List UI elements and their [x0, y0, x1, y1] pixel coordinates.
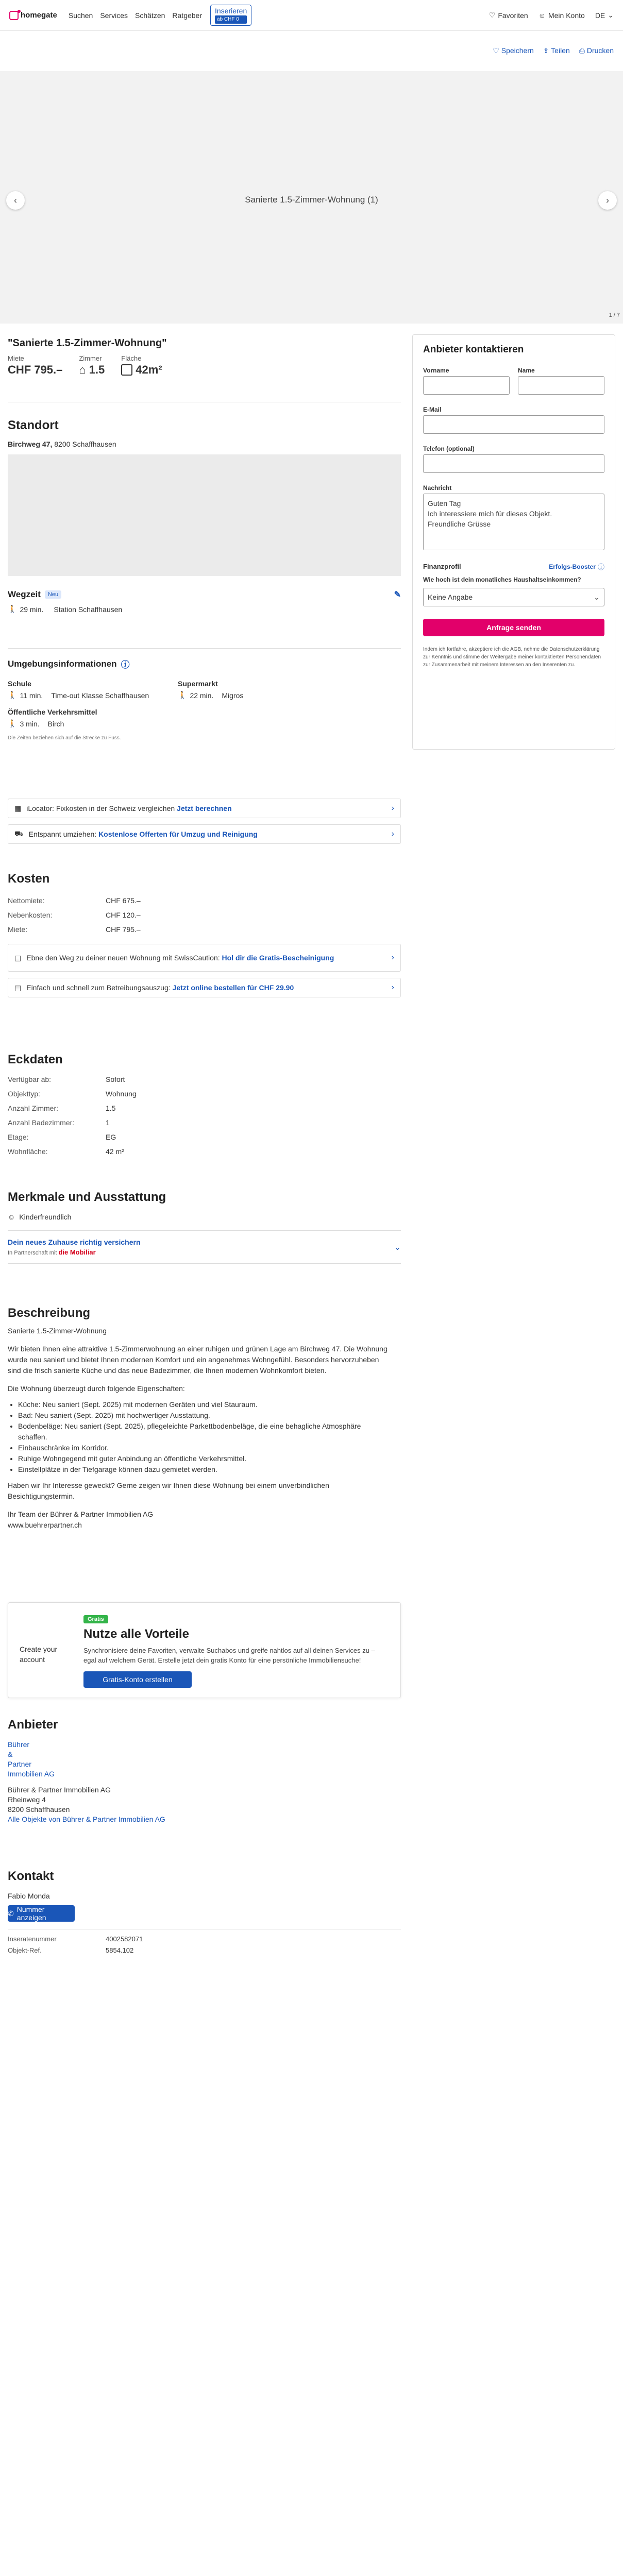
list-item: • Bad: Neu saniert (Sept. 2025) mit hochwertiger Ausstattung.	[18, 1410, 379, 1421]
calculator-icon: ▦	[14, 804, 22, 812]
nav-guide[interactable]: Ratgeber	[172, 11, 202, 20]
walk-icon: 🚶	[8, 719, 17, 727]
home-icon	[9, 11, 19, 20]
print-label: Drucken	[586, 46, 614, 55]
list-item: • Küche: Neu saniert (Sept. 2025) mit modernen Geräten und viel Stauraum.	[18, 1399, 379, 1410]
truck-icon: ⛟	[14, 829, 24, 838]
message-label: Nachricht	[423, 484, 452, 492]
service-banners	[8, 799, 401, 844]
walk-icon: 🚶	[8, 605, 17, 613]
location-heading: Standort	[8, 418, 59, 432]
details-section	[8, 1053, 401, 1159]
transit-time: 3 min.	[20, 719, 40, 728]
description-heading: Beschreibung	[8, 1306, 91, 1320]
insurance-sub: In Partnerschaft mit	[8, 1250, 57, 1256]
income-value: Keine Angabe	[428, 593, 473, 601]
detail-row	[8, 1072, 401, 1087]
rent-value: CHF 795.–	[8, 363, 63, 376]
transit-label: Öffentliche Verkehrsmittel	[8, 708, 97, 716]
object-ref-row	[8, 1945, 401, 1956]
description-text: Haben wir Ihr Interesse geweckt? Gerne zeigen wir Ihnen diese Wohnung bei einem unverbindlichen Besichtigungstermin.	[8, 1481, 329, 1500]
nav-search[interactable]: Suchen	[68, 11, 93, 20]
child-icon: ☺	[8, 1213, 15, 1221]
divider	[8, 648, 401, 649]
phone-icon: ✆	[8, 1909, 14, 1918]
list-item: • Einstellplätze in der Tiefgarage können dazu gemietet werden.	[18, 1464, 379, 1475]
swisscaution-text: Ebne den Weg zu deiner neuen Wohnung mit SwissCaution:	[26, 953, 220, 962]
address-city: 8200 Schaffhausen	[54, 440, 116, 448]
commute-time: 29 min.	[20, 605, 44, 614]
booster-link[interactable]: Erfolgs-Booster	[549, 563, 596, 570]
detail-value: 1	[106, 1118, 110, 1127]
debt-extract-banner[interactable]	[8, 978, 401, 997]
rooms-label: Zimmer	[79, 354, 102, 362]
contact-form	[412, 334, 615, 750]
insert-ad-sub: ab CHF 0	[215, 15, 247, 24]
chevron-right-icon: ›	[391, 953, 394, 962]
ilocator-text: iLocator: Fixkosten in der Schweiz vergleichen	[26, 804, 175, 812]
chevron-right-icon: ›	[391, 829, 394, 838]
walk-icon: 🚶	[178, 691, 187, 699]
list-item: • Ruhige Wohngegend mit guter Anbindung an öffentliche Verkehrsmittel.	[18, 1453, 379, 1464]
surroundings-heading: Umgebungsinformationen	[8, 658, 117, 669]
provider-heading: Anbieter	[8, 1718, 58, 1732]
share-label: Teilen	[551, 46, 570, 55]
first-name-input[interactable]	[423, 376, 510, 395]
transit-name: Birch	[47, 719, 64, 728]
email-label: E-Mail	[423, 406, 442, 413]
show-number-label: Nummer anzeigen	[16, 1905, 46, 1922]
phone-field[interactable]	[423, 454, 604, 473]
language-select[interactable]	[595, 11, 614, 20]
moving-banner[interactable]	[8, 824, 401, 844]
debt-extract-text: Einfach und schnell zum Betreibungsauszug:	[26, 984, 171, 992]
form-heading: Anbieter kontaktieren	[423, 344, 524, 355]
insert-ad-button[interactable]	[210, 5, 251, 26]
costs-section	[8, 872, 401, 997]
chevron-down-icon: ⌄	[608, 11, 614, 19]
detail-value: EG	[106, 1133, 116, 1141]
map[interactable]	[8, 454, 401, 576]
chevron-right-icon: ›	[606, 195, 609, 206]
listing-summary	[8, 337, 401, 377]
first-name-label: Vorname	[423, 367, 449, 374]
listing-title: "Sanierte 1.5-Zimmer-Wohnung"	[8, 337, 167, 349]
provider-name: Bührer & Partner Immobilien AG	[8, 1786, 111, 1794]
description-subtitle: Sanierte 1.5-Zimmer-Wohnung	[8, 1327, 107, 1335]
logo-line: &	[8, 1750, 13, 1758]
save-button[interactable]: ♡ Speichern	[493, 46, 534, 55]
detail-row	[8, 1101, 401, 1115]
commute-destination: Station Schaffhausen	[54, 605, 123, 614]
detail-label: Wohnfläche:	[8, 1147, 48, 1156]
ilocator-link[interactable]: Jetzt berechnen	[177, 804, 232, 812]
info-icon[interactable]: ⓘ	[121, 660, 130, 670]
insurance-accordion[interactable]	[8, 1238, 401, 1256]
market-label: Supermarkt	[178, 680, 218, 688]
account-title: Nutze alle Vorteile	[83, 1627, 189, 1641]
description-text: Die Wohnung überzeugt durch folgende Eigenschaften:	[8, 1384, 185, 1393]
info-icon[interactable]: ⓘ	[597, 563, 604, 571]
chevron-down-icon: ⌄	[394, 1243, 401, 1252]
school-time: 11 min.	[20, 691, 43, 700]
last-name-input[interactable]	[518, 376, 604, 395]
door-icon: ⌂	[79, 363, 86, 376]
contact-section	[8, 1869, 401, 1956]
costs-heading: Kosten	[8, 872, 50, 886]
school-label: Schule	[8, 680, 31, 688]
listing-id: 4002582071	[106, 1935, 143, 1943]
features-heading: Merkmale und Ausstattung	[8, 1190, 166, 1204]
detail-label: Objekttyp:	[8, 1090, 41, 1098]
provider-street: Rheinweg 4	[8, 1795, 46, 1804]
legal-note: Indem ich fortfahre, akzeptiere ich die AGB, nehme die Datenschutzerklärung zur Kenntnis und stimme der Weitergabe meiner kontaktierten Personendaten zur Zusammenarbeit mit meinem Interessen an den Inserenten zu.	[423, 647, 601, 668]
listing-actions	[493, 46, 614, 55]
description-text: Ihr Team der Bührer & Partner Immobilien AG	[8, 1510, 154, 1518]
cost-label: Miete:	[8, 925, 28, 934]
divider	[8, 1230, 401, 1231]
listing-id-label: Inseratenummer	[8, 1935, 57, 1943]
income-question: Wie hoch ist dein monatliches Haushaltseinkommen?	[423, 576, 581, 583]
contact-heading: Kontakt	[8, 1869, 54, 1883]
divider	[8, 1263, 401, 1264]
contact-person: Fabio Monda	[8, 1892, 50, 1900]
listing-id-row	[8, 1934, 401, 1945]
list-item: • Bodenbeläge: Neu saniert (Sept. 2025), pflegeleichte Parkettbodenbeläge, die eine behagliche Atmosphäre schaffen.	[18, 1421, 379, 1443]
chevron-left-icon: ‹	[14, 195, 17, 206]
cost-label: Nettomiete:	[8, 896, 45, 905]
free-badge: Gratis	[83, 1615, 108, 1623]
detail-row	[8, 1115, 401, 1130]
surroundings-section	[8, 657, 401, 741]
chevron-down-icon: ⌄	[594, 592, 600, 601]
logo-line: Partner	[8, 1760, 31, 1768]
save-label: Speichern	[501, 46, 534, 55]
provider-city: 8200 Schaffhausen	[8, 1805, 70, 1814]
income-select[interactable]	[423, 588, 604, 606]
favorites-link[interactable]	[489, 11, 528, 20]
description-text: Wir bieten Ihnen eine attraktive 1.5-Zimmerwohnung an einer ruhigen und grünen Lage am Birchweg 47. Die Wohnung wurde neu saniert und bietet Ihnen modernen Komfort und ein angenehmes Wohngefühl. Besonders hervorzuheben sind die frisch sanierte Küche und das neue Badezimmer, die Ihnen modernen Wohnkomfort bieten.	[8, 1345, 388, 1375]
description-section	[8, 1308, 401, 1531]
nav-services[interactable]: Services	[100, 11, 128, 20]
chevron-right-icon: ›	[391, 983, 394, 992]
surroundings-note: Die Zeiten beziehen sich auf die Strecke zu Fuss.	[8, 735, 121, 741]
account-text: Synchronisiere deine Favoriten, verwalte Suchabos und greife nahtlos auf all deinen Services zu – egal auf welchem Gerät. Erstelle jetzt dein gratis Konto für eine persönliche Immobiliensuche!	[83, 1647, 375, 1664]
swisscaution-banner[interactable]	[8, 944, 401, 972]
account-link[interactable]	[538, 11, 585, 20]
provider-logo	[8, 1740, 401, 1779]
document-icon: ▤	[14, 953, 22, 962]
message-textarea[interactable]: Guten Tag Ich interessiere mich für dieses Objekt. Freundliche Grüsse	[423, 494, 604, 550]
print-button[interactable]: ⎙ Drucken	[579, 46, 614, 55]
rent-label: Miete	[8, 354, 24, 362]
share-button[interactable]: ⇪ Teilen	[543, 46, 570, 55]
key-facts	[8, 354, 401, 377]
cost-value: CHF 675.–	[106, 896, 141, 905]
create-account-label: Create your account	[20, 1645, 58, 1664]
phone-label: Telefon (optional)	[423, 445, 475, 452]
mobiliar-logo: die Mobiliar	[58, 1248, 96, 1256]
area-label: Fläche	[121, 354, 142, 362]
document-icon: ▤	[14, 983, 22, 992]
cost-row	[8, 908, 401, 922]
create-account-button[interactable]: Gratis-Konto erstellen	[83, 1671, 192, 1688]
email-field[interactable]	[423, 415, 604, 434]
costs-table	[8, 893, 401, 937]
cost-value: CHF 795.–	[106, 925, 141, 934]
user-icon: ☺	[538, 11, 546, 20]
detail-label: Anzahl Badezimmer:	[8, 1118, 75, 1127]
nav-estimate[interactable]: Schätzen	[135, 11, 165, 20]
language-label: DE	[595, 11, 605, 20]
ilocator-banner[interactable]	[8, 799, 401, 818]
detail-value: Sofort	[106, 1075, 125, 1083]
account-label: Mein Konto	[548, 11, 585, 20]
location-section	[8, 418, 401, 614]
moving-text: Entspannt umziehen:	[28, 830, 97, 838]
main-nav	[69, 11, 202, 20]
gallery-next-button[interactable]	[598, 191, 617, 210]
cost-value: CHF 120.–	[106, 911, 141, 919]
insurance-title: Dein neues Zuhause richtig versichern	[8, 1238, 141, 1246]
detail-value: Wohnung	[106, 1090, 137, 1098]
edit-commute-icon[interactable]: ✎	[394, 590, 401, 599]
show-number-button[interactable]	[8, 1905, 75, 1922]
new-badge: Neu	[45, 590, 61, 599]
market-name: Migros	[222, 691, 244, 700]
gallery-counter: 1 / 7	[609, 312, 620, 318]
logo-line: Bührer	[8, 1740, 30, 1749]
details-heading: Eckdaten	[8, 1053, 63, 1066]
rooms-value: 1.5	[89, 363, 105, 376]
gallery-title: Sanierte 1.5-Zimmer-Wohnung (1)	[245, 195, 378, 205]
features-section	[8, 1190, 401, 1264]
finance-profile-label: Finanzprofil	[423, 563, 461, 570]
cost-row	[8, 893, 401, 908]
commute-heading: Wegzeit	[8, 589, 41, 599]
provider-all-listings-link[interactable]: Alle Objekte von Bührer & Partner Immobilien AG	[8, 1815, 165, 1823]
favorites-label: Favoriten	[498, 11, 528, 20]
brand-logo[interactable]	[9, 11, 57, 20]
image-gallery[interactable]	[0, 71, 623, 324]
detail-label: Etage:	[8, 1133, 29, 1141]
cost-label: Nebenkosten:	[8, 911, 53, 919]
swisscaution-link[interactable]: Hol dir die Gratis-Bescheinigung	[222, 953, 334, 962]
detail-value: 1.5	[106, 1104, 116, 1112]
last-name-label: Name	[518, 367, 535, 374]
insert-ad-label: Inserieren	[215, 7, 247, 15]
detail-row	[8, 1144, 401, 1159]
cost-row	[8, 922, 401, 937]
description-list	[8, 1399, 379, 1475]
list-item: • Einbauschränke im Korridor.	[18, 1443, 379, 1453]
object-ref-label: Objekt-Ref.	[8, 1946, 42, 1954]
detail-value: 42 m²	[106, 1147, 124, 1156]
gallery-prev-button[interactable]	[6, 191, 25, 210]
heart-icon: ♡	[489, 11, 496, 19]
create-account-box	[8, 1602, 401, 1698]
detail-label: Anzahl Zimmer:	[8, 1104, 59, 1112]
provider-section	[8, 1720, 401, 1824]
detail-label: Verfügbar ab:	[8, 1075, 52, 1083]
feature-item: Kinderfreundlich	[19, 1213, 72, 1221]
chevron-right-icon: ›	[391, 804, 394, 812]
area-icon	[121, 364, 132, 376]
area-value: 42m²	[136, 363, 162, 376]
address-street: Birchweg 47,	[8, 440, 53, 448]
moving-link[interactable]: Kostenlose Offerten für Umzug und Reinigung	[98, 830, 258, 838]
description-text: www.buehrerpartner.ch	[8, 1521, 82, 1529]
detail-row	[8, 1130, 401, 1144]
details-table	[8, 1072, 401, 1159]
walk-icon: 🚶	[8, 691, 17, 699]
market-time: 22 min.	[190, 691, 214, 700]
top-header	[0, 0, 623, 31]
detail-row	[8, 1087, 401, 1101]
logo-line: Immobilien AG	[8, 1770, 55, 1778]
send-request-button[interactable]: Anfrage senden	[423, 619, 604, 636]
debt-extract-link[interactable]: Jetzt online bestellen für CHF 29.90	[172, 984, 294, 992]
brand-name: homegate	[21, 11, 57, 20]
school-name: Time-out Klasse Schaffhausen	[51, 691, 149, 700]
object-ref: 5854.102	[106, 1946, 134, 1954]
